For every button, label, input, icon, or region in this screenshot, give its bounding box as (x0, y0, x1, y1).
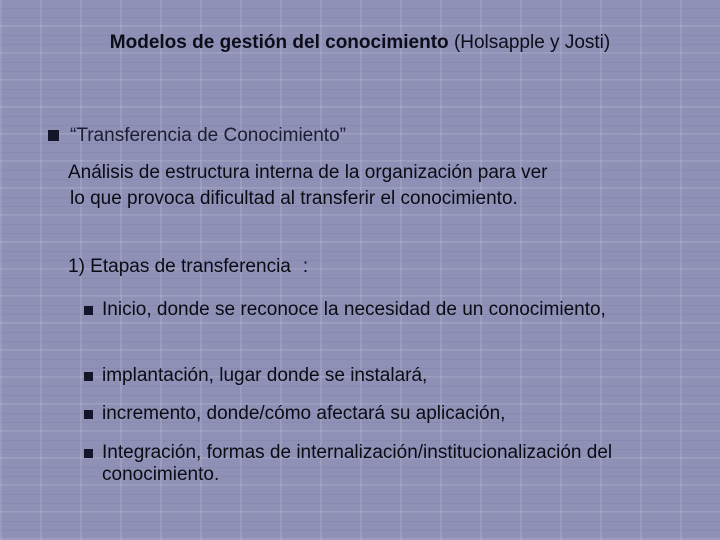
square-bullet-icon (84, 449, 93, 458)
description-line-1: Análisis de estructura interna de la organización para ver (68, 162, 548, 183)
description-line-2: lo que provoca dificultad al transferir el conocimiento. (70, 188, 518, 209)
slide-title (0, 32, 720, 54)
bullet-heading: “Transferencia de Conocimiento” (70, 125, 346, 146)
square-bullet-icon (84, 410, 93, 419)
square-bullet-icon (84, 372, 93, 381)
stage-item-incremento: incremento, donde/cómo afectará su aplicación, (102, 403, 506, 424)
slide-title-main: Modelos de gestión del conocimiento (109, 32, 449, 53)
stage-item-implantacion: implantación, lugar donde se instalará, (102, 365, 428, 386)
stage-item-inicio: Inicio, donde se reconoce la necesidad de un conocimiento, (102, 299, 606, 320)
slide-title-authors: (Holsapple y Josti) (453, 32, 611, 53)
square-bullet-icon (48, 130, 59, 141)
stages-colon: : (302, 256, 309, 277)
square-bullet-icon (84, 306, 93, 315)
stages-heading (68, 256, 308, 278)
stages-label: 1) Etapas de transferencia (68, 256, 291, 277)
stage-item-integracion: Integración, formas de internalización/institucionalización del conocimiento. (102, 442, 613, 485)
